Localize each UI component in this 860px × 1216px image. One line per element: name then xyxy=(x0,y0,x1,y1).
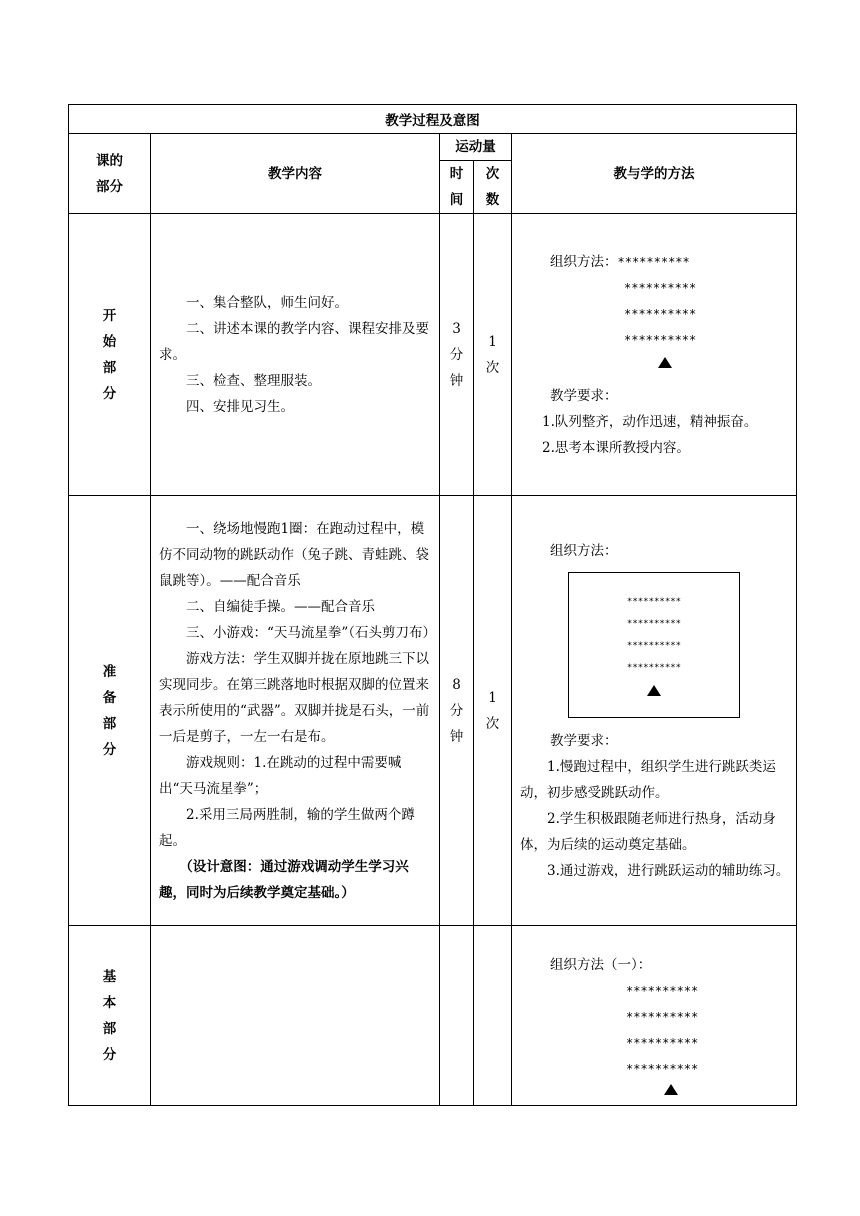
teacher-triangle-icon xyxy=(664,1084,678,1095)
content-line: 游戏方法：学生双脚并拢在原地跳三下以实现同步。在第三跳落地时根据双脚的位置来表示所使用的“武器”。双脚并拢是石头，一前一后是剪子，一左一右是布。 xyxy=(159,650,430,745)
prep-content xyxy=(151,496,440,926)
content-line: 二、自编徒手操。——配合音乐 xyxy=(186,598,375,615)
start-method xyxy=(512,214,797,496)
header-time: 时 间 xyxy=(440,161,474,214)
header-amount: 运动量 xyxy=(440,134,512,161)
section-label-basic: 基 本 部 分 xyxy=(69,926,151,1106)
content-line: 二、讲述本课的教学内容、课程安排及要求。 xyxy=(159,320,429,363)
header-method: 教与学的方法 xyxy=(512,134,797,214)
table-title: 教学过程及意图 xyxy=(69,105,797,134)
stars-row: ********** xyxy=(624,332,697,347)
basic-content xyxy=(151,926,440,1106)
req-label: 教学要求： xyxy=(550,732,618,749)
requirement: 3.通过游戏，进行跳跃运动的辅助练习。 xyxy=(547,862,790,879)
content-line: 三、检查、整理服装。 xyxy=(186,372,321,389)
stars-row: ********** xyxy=(624,306,697,321)
stars-row: ********** xyxy=(626,1036,699,1050)
content-line: 一、集合整队，师生问好。 xyxy=(186,294,348,311)
header-count: 次 数 xyxy=(474,161,512,214)
design-intent: （设计意图：通过游戏调动学生学习兴趣，同时为后续教学奠定基础。） xyxy=(159,858,409,901)
header-content: 教学内容 xyxy=(151,134,440,214)
req-label: 教学要求： xyxy=(550,387,618,404)
org-label: 组织方法： xyxy=(550,542,618,559)
requirement: 2.学生积极跟随老师进行热身，活动身体，为后续的运动奠定基础。 xyxy=(520,810,776,853)
content-line: 四、安排见习生。 xyxy=(186,398,294,415)
requirement: 1.慢跑过程中，组织学生进行跳跃类运动，初步感受跳跃动作。 xyxy=(520,758,776,801)
header-part: 课的 部分 xyxy=(69,134,151,214)
stars-row: ********** xyxy=(626,984,699,998)
requirement: 2.思考本课所教授内容。 xyxy=(542,439,690,456)
start-time: 3 分 钟 xyxy=(440,214,474,496)
stars-row: ********** xyxy=(617,254,690,269)
lesson-plan-table xyxy=(68,104,797,1106)
stars-row: ********** xyxy=(626,662,682,673)
stars-row: ********** xyxy=(626,618,682,629)
section-label-prep: 准 备 部 分 xyxy=(69,496,151,926)
content-line: 游戏规则：1.在跳动的过程中需要喊出“天马流星拳”； xyxy=(159,754,402,797)
basic-time xyxy=(440,926,474,1106)
start-content xyxy=(151,214,440,496)
stars-row: ********** xyxy=(626,1062,699,1076)
content-line: 三、小游戏：“天马流星拳”（石头剪刀布） xyxy=(186,624,437,641)
content-line: 一、绕场地慢跑1圈：在跑动过程中，模仿不同动物的跳跃动作（兔子跳、青蛙跳、袋鼠跳等）。——配合音乐 xyxy=(159,520,429,589)
content-line: 2.采用三局两胜制，输的学生做两个蹲起。 xyxy=(159,806,415,849)
requirement: 1.队列整齐，动作迅速，精神振奋。 xyxy=(542,413,758,430)
prep-method xyxy=(512,496,797,926)
org-label: 组织方法： xyxy=(550,253,618,270)
stars-row: ********** xyxy=(626,640,682,651)
stars-row: ********** xyxy=(624,280,697,295)
basic-method xyxy=(512,926,797,1106)
stars-row: ********** xyxy=(626,1010,699,1024)
teacher-triangle-icon xyxy=(647,685,661,696)
org-label: 组织方法（一）： xyxy=(550,957,652,973)
stars-row: ********** xyxy=(626,596,682,607)
section-label-start: 开 始 部 分 xyxy=(69,214,151,496)
basic-count xyxy=(474,926,512,1106)
formation-diagram xyxy=(568,572,740,718)
prep-time: 8 分 钟 xyxy=(440,496,474,926)
start-count: 1 次 xyxy=(474,214,512,496)
prep-count: 1 次 xyxy=(474,496,512,926)
teacher-triangle-icon xyxy=(658,357,672,368)
